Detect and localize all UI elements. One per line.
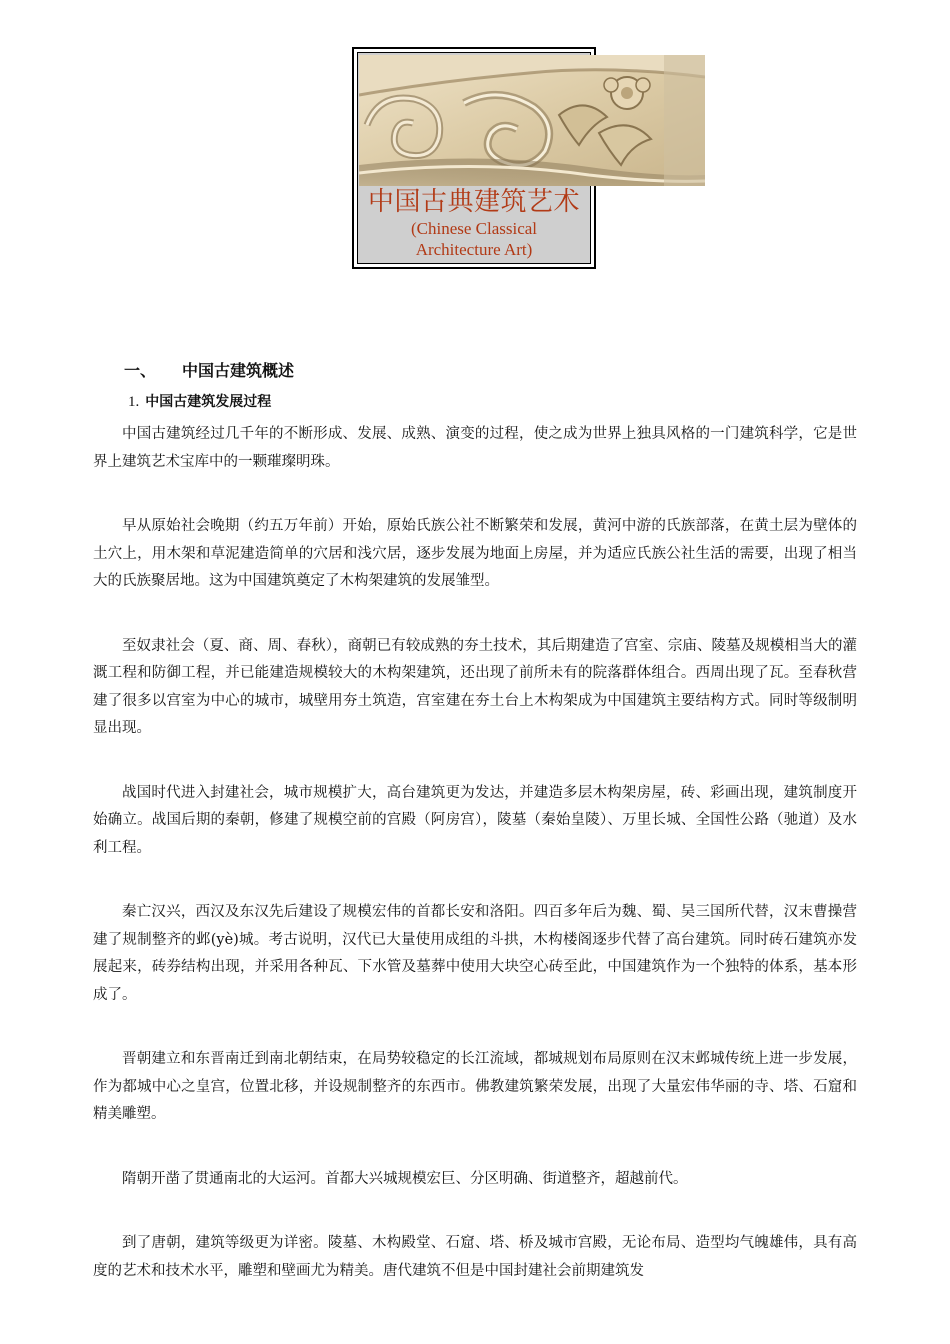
cover-title-english-line2: Architecture Art) bbox=[415, 240, 533, 259]
cover-title-english-line1: (Chinese Classical bbox=[410, 219, 538, 238]
cover-photo-carved-stone-ornament bbox=[359, 55, 705, 186]
subsection-heading bbox=[128, 390, 271, 414]
paragraph: 秦亡汉兴，西汉及东汉先后建设了规模宏伟的首都长安和洛阳。四百多年后为魏、蜀、吴三国所代替，汉末曹操营建了规制整齐的邺(yè)城。考古说明，汉代已大量使用成组的斗拱，木构楼阁逐步代替了高台建筑。同时砖石建筑亦发展起来，砖券结构出现，并采用各种瓦、下水管及墓葬中使用大块空心砖至此，中国建筑作为一个独特的体系，基本形成了。 bbox=[93, 904, 857, 1003]
paragraph: 至奴隶社会（夏、商、周、春秋），商朝已有较成熟的夯土技术，其后期建造了宫室、宗庙、陵墓及规模相当大的灌溉工程和防御工程，并已能建造规模较大的木构架建筑，还出现了前所未有的院落群体组合。西周出现了瓦。至春秋营建了很多以宫室为中心的城市，城壁用夯土筑造，宫室建在夯土台上木构架成为中国建筑主要结构方式。同时等级制明显出现。 bbox=[93, 637, 857, 736]
subsection-title: 中国古建筑发展过程 bbox=[145, 394, 272, 410]
body-content bbox=[93, 421, 857, 1322]
subsection-number: 1. bbox=[128, 394, 140, 410]
section-title: 中国古建筑概述 bbox=[182, 361, 295, 380]
section-number: 一、 bbox=[124, 361, 157, 380]
carved-stone-illustration bbox=[359, 55, 705, 186]
paragraph: 到了唐朝，建筑等级更为详密。陵墓、木构殿堂、石窟、塔、桥及城市宫殿，无论布局、造型均气魄雄伟，具有高度的艺术和技术水平，雕塑和壁画尤为精美。唐代建筑不但是中国封建社会前期建筑发 bbox=[93, 1235, 857, 1279]
paragraph: 中国古建筑经过几千年的不断形成、发展、成熟、演变的过程，使之成为世界上独具风格的一门建筑科学，它是世界上建筑艺术宝库中的一颗璀璨明珠。 bbox=[93, 426, 857, 470]
cover-title-chinese: 中国古典建筑艺术 bbox=[367, 187, 580, 217]
paragraph: 战国时代进入封建社会，城市规模扩大，高台建筑更为发达，并建造多层木构架房屋，砖、彩画出现，建筑制度开始确立。战国后期的秦朝，修建了规模空前的宫殿（阿房宫），陵墓（秦始皇陵）、万里长城、全国性公路（驰道）及水利工程。 bbox=[93, 784, 857, 856]
paragraph: 晋朝建立和东晋南迁到南北朝结束，在局势较稳定的长江流域，都城规划布局原则在汉末邺城传统上进一步发展，作为都城中心之皇宫，位置北移，并设规制整齐的东西市。佛教建筑繁荣发展，出现了大量宏伟华丽的寺、塔、石窟和精美雕塑。 bbox=[93, 1051, 857, 1122]
paragraph: 早从原始社会晚期（约五万年前）开始，原始氏族公社不断繁荣和发展，黄河中游的氏族部落，在黄土层为壁体的土穴上，用木架和草泥建造简单的穴居和浅穴居，逐步发展为地面上房屋，并为适应氏族公社生活的需要，出现了相当大的氏族聚居地。这为中国建筑奠定了木构架建筑的发展雏型。 bbox=[93, 518, 857, 589]
cover-title-block bbox=[352, 186, 596, 260]
section-heading bbox=[124, 358, 294, 384]
paragraph: 隋朝开凿了贯通南北的大运河。首都大兴城规模宏巨、分区明确、街道整齐，超越前代。 bbox=[122, 1170, 688, 1187]
